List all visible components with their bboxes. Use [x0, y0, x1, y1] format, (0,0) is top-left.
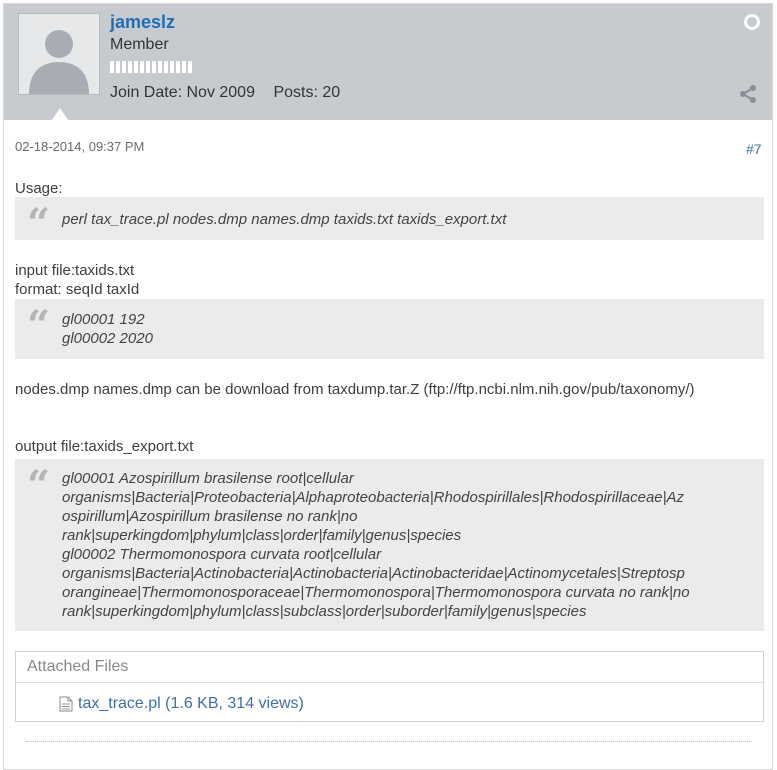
post-count: Posts: 20	[273, 84, 341, 101]
attached-files-box	[15, 651, 764, 722]
output-quote	[15, 459, 764, 631]
quote-line: gl00002 2020	[62, 330, 153, 347]
reputation-segment	[182, 61, 186, 73]
quote-line: orangineae|Thermomonosporaceae|Thermomonospora|Thermomonospora curvata no rank|no	[62, 584, 690, 601]
reputation-segment	[134, 61, 138, 73]
reputation-segment	[146, 61, 150, 73]
reputation-segment	[164, 61, 168, 73]
output-file-label: output file:taxids_export.txt	[15, 438, 194, 455]
reputation-segment	[176, 61, 180, 73]
attached-files-divider	[16, 682, 763, 683]
quote-line: organisms|Bacteria|Actinobacteria|Actinobacteria|Actinobacteridae|Actinomycetales|Streptosp	[62, 565, 685, 582]
attachment-file-link[interactable]: tax_trace.pl (1.6 KB, 314 views)	[78, 695, 304, 712]
reputation-segment	[122, 61, 126, 73]
quote-line: rank|superkingdom|phylum|class|subclass|order|suborder|family|genus|species	[62, 603, 587, 620]
reputation-segment	[128, 61, 132, 73]
reputation-segment	[116, 61, 120, 73]
user-stats	[110, 84, 354, 102]
reputation-segment	[152, 61, 156, 73]
quote-icon: “	[27, 302, 51, 349]
reputation-segment	[170, 61, 174, 73]
quote-icon: “	[27, 200, 51, 247]
quote-line: perl tax_trace.pl nodes.dmp names.dmp taxids.txt taxids_export.txt	[62, 211, 507, 228]
quote-line: rank|superkingdom|phylum|class|order|family|genus|species	[62, 527, 462, 544]
online-status-icon	[744, 14, 760, 30]
input-quote-body	[62, 310, 153, 348]
share-icon[interactable]	[738, 84, 758, 104]
quote-icon: “	[27, 462, 51, 509]
quote-line: gl00001 Azospirillum brasilense root|cellular	[62, 470, 354, 487]
usage-quote	[15, 197, 764, 247]
reputation-bar	[110, 61, 192, 73]
usage-label: Usage:	[15, 180, 63, 197]
usage-quote-body	[62, 210, 506, 229]
reputation-segment	[140, 61, 144, 73]
join-date: Join Date: Nov 2009	[110, 84, 255, 101]
download-note: nodes.dmp names.dmp can be download from taxdump.tar.Z (ftp://ftp.ncbi.nlm.nih.gov/pub/taxonomy/)	[15, 381, 695, 398]
quote-line: gl00002 Thermomonospora curvata root|cellular	[62, 546, 382, 563]
quote-line: gl00001 192	[62, 311, 145, 328]
avatar[interactable]	[18, 13, 100, 95]
input-quote	[15, 299, 764, 359]
attached-files-title: Attached Files	[27, 658, 129, 675]
header-pointer	[52, 108, 68, 120]
reputation-segment	[158, 61, 162, 73]
post-header	[4, 4, 772, 120]
username-link[interactable]: jameslz	[110, 12, 176, 32]
user-title: Member	[110, 36, 169, 53]
post-footer-divider	[26, 741, 752, 742]
post-date: 02-18-2014, 09:37 PM	[15, 139, 145, 154]
reputation-segment	[188, 61, 192, 73]
reputation-segment	[110, 61, 114, 73]
file-icon	[59, 696, 73, 712]
post-number-link[interactable]: #7	[746, 141, 762, 157]
output-quote-body	[62, 469, 690, 621]
quote-line: organisms|Bacteria|Proteobacteria|Alphaproteobacteria|Rhodospirillales|Rhodospirillaceae|Az	[62, 489, 685, 506]
avatar-placeholder-icon	[19, 14, 99, 94]
post-container	[3, 3, 773, 770]
format-label: format: seqId taxId	[15, 281, 140, 298]
quote-line: ospirillum|Azospirillum brasilense no rank|no	[62, 508, 358, 525]
input-file-label: input file:taxids.txt	[15, 262, 135, 279]
